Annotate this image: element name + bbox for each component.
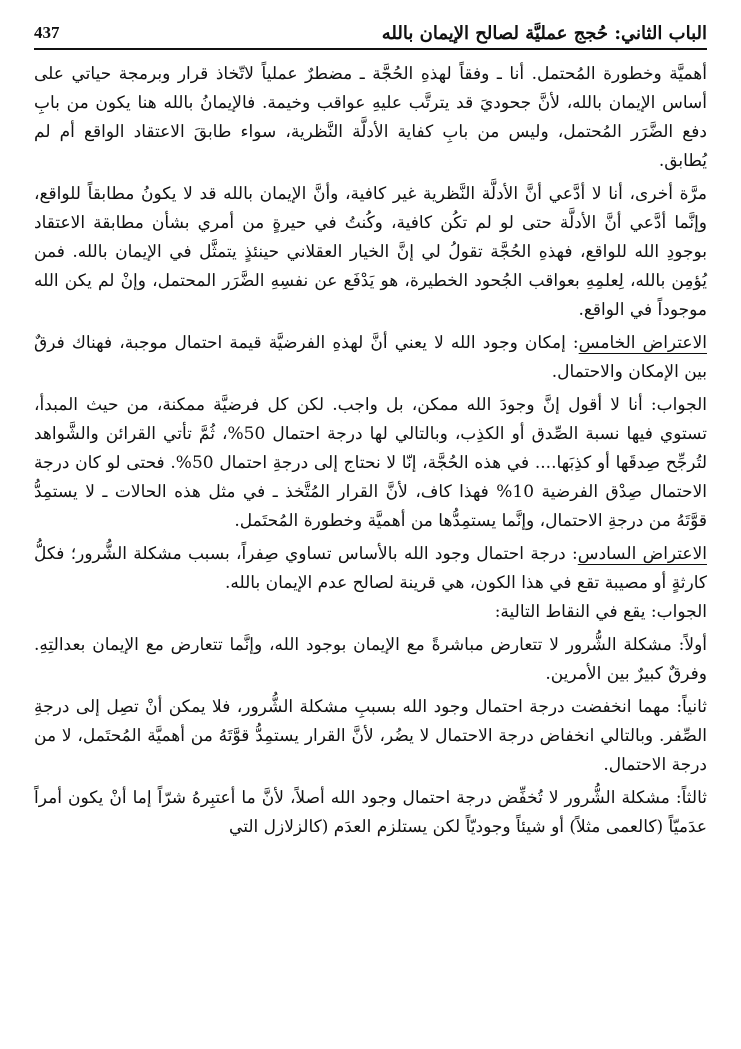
objection-5 (34, 329, 707, 387)
point-second (34, 693, 707, 780)
point-first (34, 631, 707, 689)
paragraph-text: الجواب: أنا لا أقول إنَّ وجودَ الله ممكن، بل واجب. لكن كل فرضيَّة ممكنة، من حيث المبدأ، تستوي فيها نسبة الصِّدق أو الكذِب، وبالتالي لها درجة احتمال 50%، ثُمَّ تأتي القرائن والشَّواهد لتُرجِّح صِدقَها أو كذِبَها.... في هذه الحُجَّة، إنّا لا نحتاج إلى درجةِ احتمال 50%. فحتى لو كان درجة الاحتمال صِدْق الفرضية 10% فهذا كاف، لأنَّ القرار المُتَّخذ ـ في مثل هذه الحالات ـ لا يستمِدُّ قوَّتَهُ من درجةِ الاحتمال، وإنَّما يستمِدُّها من أهميَّة وخطورة المُحتَمل. (34, 395, 707, 531)
paragraph-text: أولاً: مشكلة الشُّرور لا تتعارض مباشرةً مع الإيمان بوجود الله، وإنَّما تتعارض مع الإيمان بعدالتِهِ. وفرقٌ كبيرٌ بين الأمرين. (34, 635, 707, 684)
page-body (34, 60, 707, 842)
answer-5 (34, 391, 707, 536)
running-title: الباب الثاني: حُجج عمليَّة لصالح الإيمان بالله (381, 22, 707, 44)
paragraph-text: : إمكان وجود الله لا يعني أنَّ لهذهِ الفرضيَّة قيمة احتمال موجبة، فهناك فرقٌ بين الإمكان والاحتمال. (34, 333, 707, 382)
paragraph-text: ثانياً: مهما انخفضت درجة احتمال وجود الله بسببِ مشكلة الشُّرور، فلا يمكن أنْ تصِل إلى درجةِ الصِّفر. وبالتالي انخفاض درجة الاحتمال لا يضُر، لأنَّ القرار يستمِدُّ قوَّتَهُ من أهميَّة المُحتَمل، لا من درجة الاحتمال. (34, 697, 707, 775)
paragraph-text: الجواب: يقع في النقاط التالية: (494, 602, 707, 622)
paragraph-2 (34, 180, 707, 325)
page-header (34, 18, 707, 50)
paragraph-text: مرَّة أخرى، أنا لا أدَّعي أنَّ الأدلَّة النَّظرية غير كافية، وأنَّ الإيمان بالله قد لا يكونُ مطابقاً للواقع، وإنَّما أدَّعي أنَّ الأدلَّة حتى لو لم تكُن كافية، وكُنتُ في حيرةٍ من أمري بشأن مطابقة الاعتقاد بوجودِ الله للواقع، فهذهِ الحُجَّة تقولُ لي إنَّ الخيار العقلاني حينئذٍ يتمثَّل في الإيمان بالله. فمن يُؤمِن بالله، لِعلمِهِ بعواقب الجُحود الخطيرة، هو يَدْفَع عن نفسِهِ الضَّرَر المحتمل، وإنْ لم يكن الله موجوداً في الواقع. (34, 184, 707, 320)
paragraph-text: : درجة احتمال وجود الله بالأساس تساوي صِفراً، بسبب مشكلة الشُّرور؛ فكلُّ كارثةٍ أو مصيبة تقع في هذا الكون، هي قرينة لصالح عدم الإيمان بالله. (34, 544, 707, 593)
paragraph-text: ثالثاً: مشكلة الشُّرور لا تُخفِّض درجة احتمال وجود الله أصلاً، لأنَّ ما أعتبِرهُ شرّاً إما أنْ يكون أمراً عدَميّاً (كالعمى مثلاً) أو شيئاً وجوديّاً لكن يستلزم العدَم (كالزلازل التي (34, 788, 707, 837)
point-third (34, 784, 707, 842)
objection-heading: الاعتراض السادس (577, 544, 707, 564)
paragraph-text: أهميَّة وخطورة المُحتمل. أنا ـ وفقاً لهذهِ الحُجَّة ـ مضطرٌ عملياً لاتّخاذ قرار وبرمجة حياتي على أساس الإيمان بالله، لأنَّ جحوديَ قد يترتَّب عليهِ عواقب وخيمة. فالإيمانُ بالله هنا يكون من بابِ دفع الضَّرَر المُحتمل، وليس من بابِ كفاية الأدلَّة النَّظرية، سواء طابقَ الاعتقاد الواقع أم لم يُطابق. (34, 64, 708, 171)
objection-6 (34, 540, 707, 598)
page-number: 437 (34, 23, 60, 42)
paragraph-1 (34, 60, 707, 176)
objection-heading: الاعتراض الخامس (578, 333, 707, 353)
answer-6-intro (34, 598, 707, 627)
